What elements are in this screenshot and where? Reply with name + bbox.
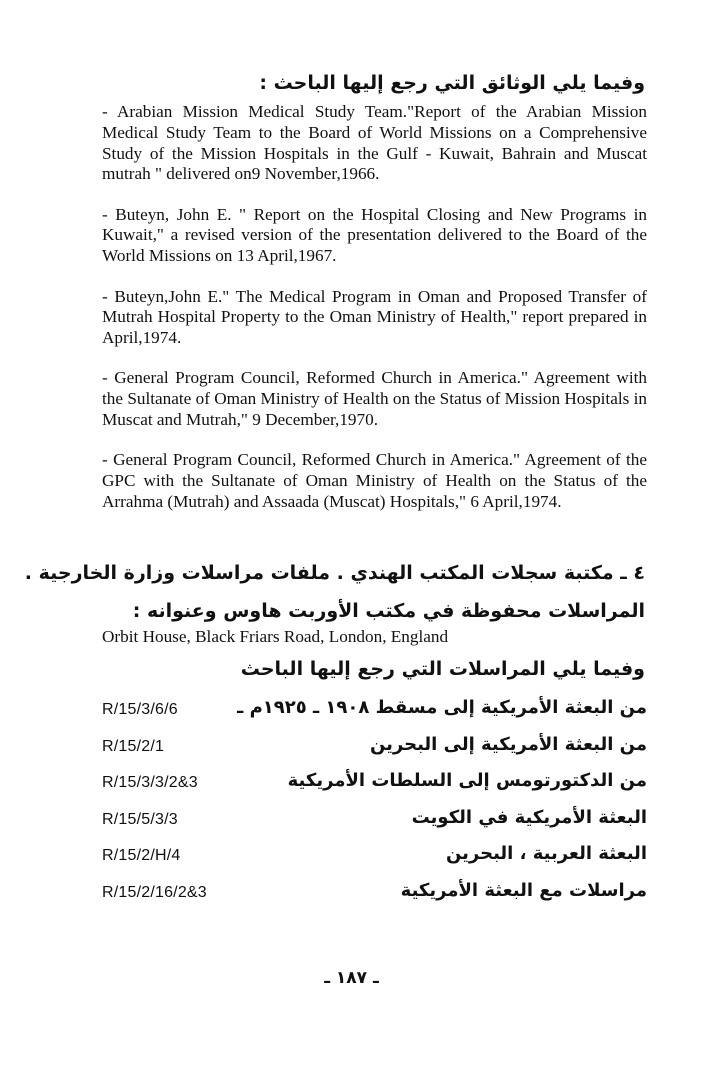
page-number: ـ ١٨٧ ـ (324, 968, 379, 988)
archive-address: Orbit House, Black Friars Road, London, England (102, 627, 449, 646)
bibliography-entry: - General Program Council, Reformed Church in America." Agreement of the GPC with the Sultanate of Oman Ministry of Health on the Status of the Arrahma (Mutrah) and Assaada (Muscat) Hospitals," 6 April,1974. (102, 450, 647, 511)
reference-row (102, 730, 647, 767)
reference-code: R/15/2/16/2&3 (102, 883, 207, 901)
reference-row (102, 803, 647, 840)
reference-code: R/15/2/1 (102, 737, 165, 755)
reference-code: R/15/3/6/6 (102, 701, 178, 718)
bibliography-entry: - Arabian Mission Medical Study Team."Report of the Arabian Mission Medical Study Team to the Board of World Missions on a Comprehensive Study of the Mission Hospitals in the Gulf - Kuwait, Bahrain and Muscat mutrah " delivered on9 November,1966. (102, 102, 647, 184)
reference-row (102, 693, 647, 730)
bibliography-entry: - General Program Council, Reformed Church in America." Agreement with the Sultanate of Oman Ministry of Health on the Status of Mission Hospitals in Muscat and Mutrah," 9 December,1970. (102, 368, 647, 430)
section-heading: ٤ ـ مكتبة سجلات المكتب الهندي . ملفات مراسلات وزارة الخارجية . (24, 562, 645, 584)
bibliography-entry: - Buteyn, John E. " Report on the Hospital Closing and New Programs in Kuwait," a revised version of the presentation delivered to the Board of the World Missions on 13 April,1967. (102, 204, 647, 266)
reference-list (102, 693, 647, 912)
reference-intro: وفيما يلي المراسلات التي رجع إليها الباحث (240, 658, 645, 680)
reference-description: من البعثة الأمريكية إلى البحرين (369, 733, 647, 755)
reference-row (102, 766, 647, 803)
reference-code: R/15/3/3/2&3 (102, 774, 198, 791)
reference-code: R/15/2/H/4 (102, 847, 181, 864)
bibliography-entries (102, 102, 647, 532)
reference-code: R/15/5/3/3 (102, 810, 178, 828)
reference-description: من الدكتورتومس إلى السلطات الأمريكية (287, 770, 647, 791)
reference-description: مراسلات مع البعثة الأمريكية (400, 879, 647, 901)
intro-heading: وفيما يلي الوثائق التي رجع إليها الباحث : (259, 72, 645, 94)
reference-description: البعثة الأمريكية في الكويت (411, 806, 647, 828)
reference-description: البعثة العربية ، البحرين (445, 843, 647, 864)
bibliography-entry: - Buteyn,John E." The Medical Program in Oman and Proposed Transfer of Mutrah Hospital Property to the Oman Ministry of Health," report prepared in April,1974. (102, 286, 647, 348)
reference-row (102, 876, 647, 913)
reference-description: من البعثة الأمريكية إلى مسقط ١٩٠٨ ـ ١٩٢٥م ـ (237, 697, 647, 718)
reference-row (102, 839, 647, 876)
correspondence-heading: المراسلات محفوظة في مكتب الأوربت هاوس وعنوانه : (132, 600, 645, 622)
